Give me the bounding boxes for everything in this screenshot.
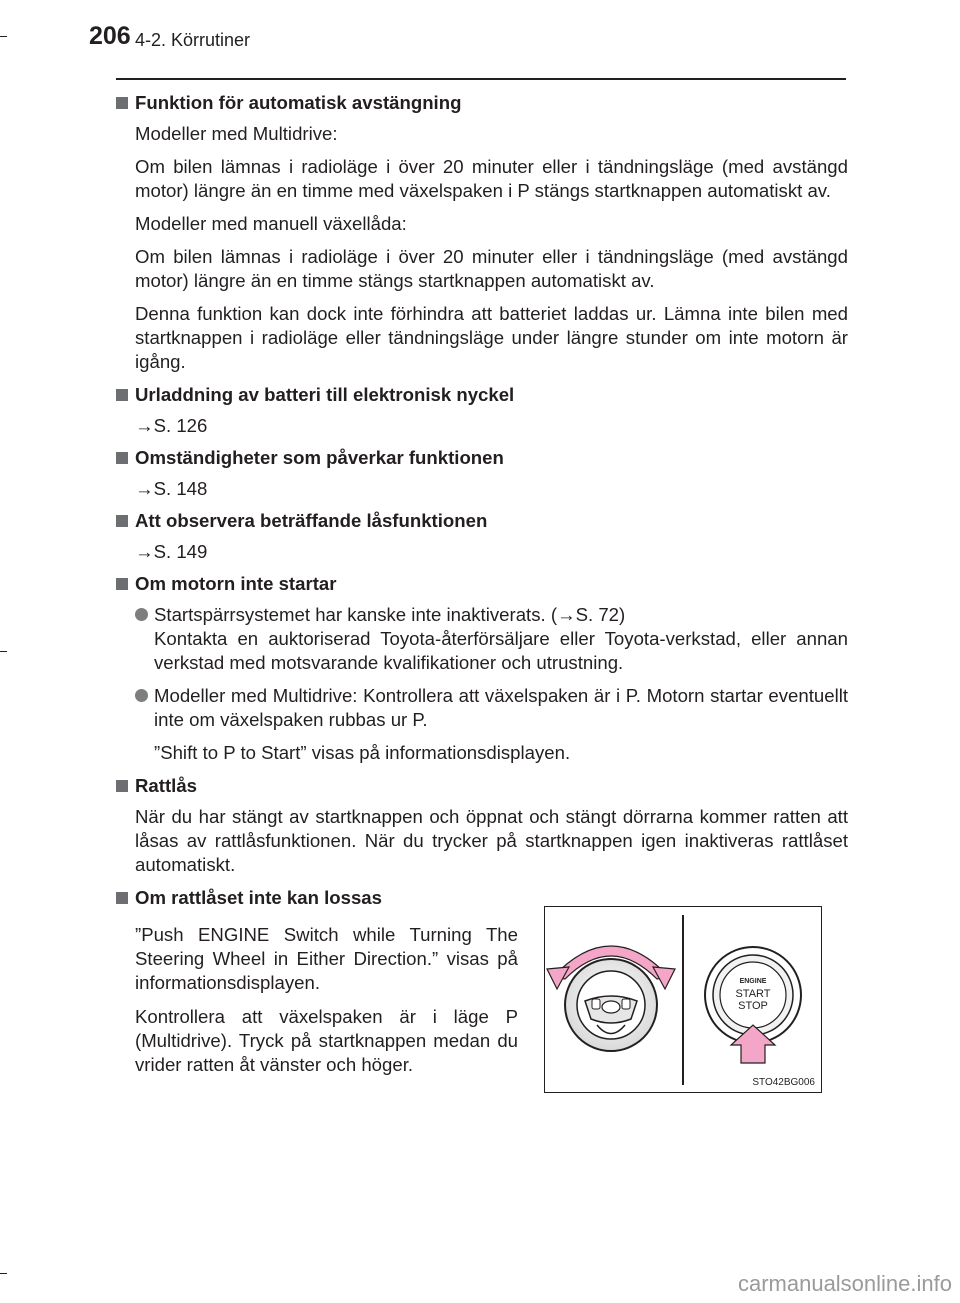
page-reference[interactable]: →S. 149 [135,541,208,562]
paragraph: Om bilen lämnas i radioläge i över 20 minuter eller i tändningsläge (med avstängd motor) längre än en timme stängs startknappen automatiskt av. [135,246,848,291]
section-heading [116,572,848,596]
paragraph: Denna funktion kan dock inte förhindra att batteriet laddas ur. Lämna inte bilen med startknappen i radioläge eller tändningsläge under längre stunder om inte motorn är igång. [135,303,848,372]
button-label: STOP [738,1000,768,1012]
square-bullet-icon [116,892,128,904]
heading-text: Funktion för automatisk avstängning [135,92,462,113]
crop-mark [0,651,7,652]
page-number: 206 [89,22,131,50]
bullet-text: Modeller med Multidrive: Kontrollera att växelspaken är i P. Motorn startar eventuellt inte om växelspaken rubbas ur P. [154,685,848,730]
section-title: 4-2. Körrutiner [135,30,251,50]
round-bullet-icon [135,689,148,702]
section-heading [116,774,848,798]
heading-text: Om rattlåset inte kan lossas [135,887,382,908]
paragraph: Kontrollera att växelspaken är i läge P (Multidrive). Tryck på startknappen medan du vrider ratten åt vänster och höger. [135,1006,518,1075]
bullet-item [135,684,848,732]
heading-text: Omständigheter som påverkar funktionen [135,447,504,468]
section-heading [116,383,848,407]
figure-id: STO42BG006 [752,1077,815,1088]
heading-text: Om motorn inte startar [135,573,337,594]
square-bullet-icon [116,578,128,590]
paragraph: Modeller med manuell växellåda: [135,213,407,234]
section-heading [116,446,848,470]
section-heading [116,509,848,533]
crop-mark [0,1273,7,1274]
paragraph: När du har stängt av startknappen och öppnat och stängt dörrarna kommer ratten att låsas av rattlåsfunktionen. När du trycker på startknappen igen inaktiveras rattlåset automatiskt. [135,806,848,875]
button-label: START [735,988,771,1000]
section-heading [116,91,848,115]
bullet-text: Kontakta en auktoriserad Toyota-återförsäljare eller Toyota-verkstad, eller annan verkstad med motsvarande kvalifikationer och utrustning. [154,628,848,673]
bullet-text: Startspärrsystemet har kanske inte inaktiverats. (→S. 72) [154,604,626,625]
page-reference[interactable]: →S. 148 [135,478,208,499]
page-reference[interactable]: →S. 126 [135,415,208,436]
watermark-text: carmanualsonline.info [737,1271,952,1296]
square-bullet-icon [116,780,128,792]
left-column [135,923,518,1077]
crop-mark [0,36,7,37]
header-rule [116,78,846,80]
button-label: ENGINE [739,978,767,985]
square-bullet-icon [116,452,128,464]
bullet-continuation: ”Shift to P to Start” visas på informationsdisplayen. [154,742,571,763]
square-bullet-icon [116,389,128,401]
square-bullet-icon [116,97,128,109]
bullet-item [135,603,848,675]
paragraph: ”Push ENGINE Switch while Turning The Steering Wheel in Either Direction.” visas på informationsdisplayen. [135,924,518,993]
steering-wheel-and-button-icon [545,907,821,1092]
square-bullet-icon [116,515,128,527]
heading-text: Rattlås [135,775,198,796]
steering-illustration [544,906,822,1093]
paragraph: Modeller med Multidrive: [135,123,338,144]
heading-text: Att observera beträffande låsfunktionen [135,510,488,531]
heading-text: Urladdning av batteri till elektronisk nyckel [135,384,515,405]
paragraph: Om bilen lämnas i radioläge i över 20 minuter eller i tändningsläge (med avstängd motor) längre än en timme med växelspaken i P stängs startknappen automatiskt av. [135,156,848,201]
round-bullet-icon [135,608,148,621]
